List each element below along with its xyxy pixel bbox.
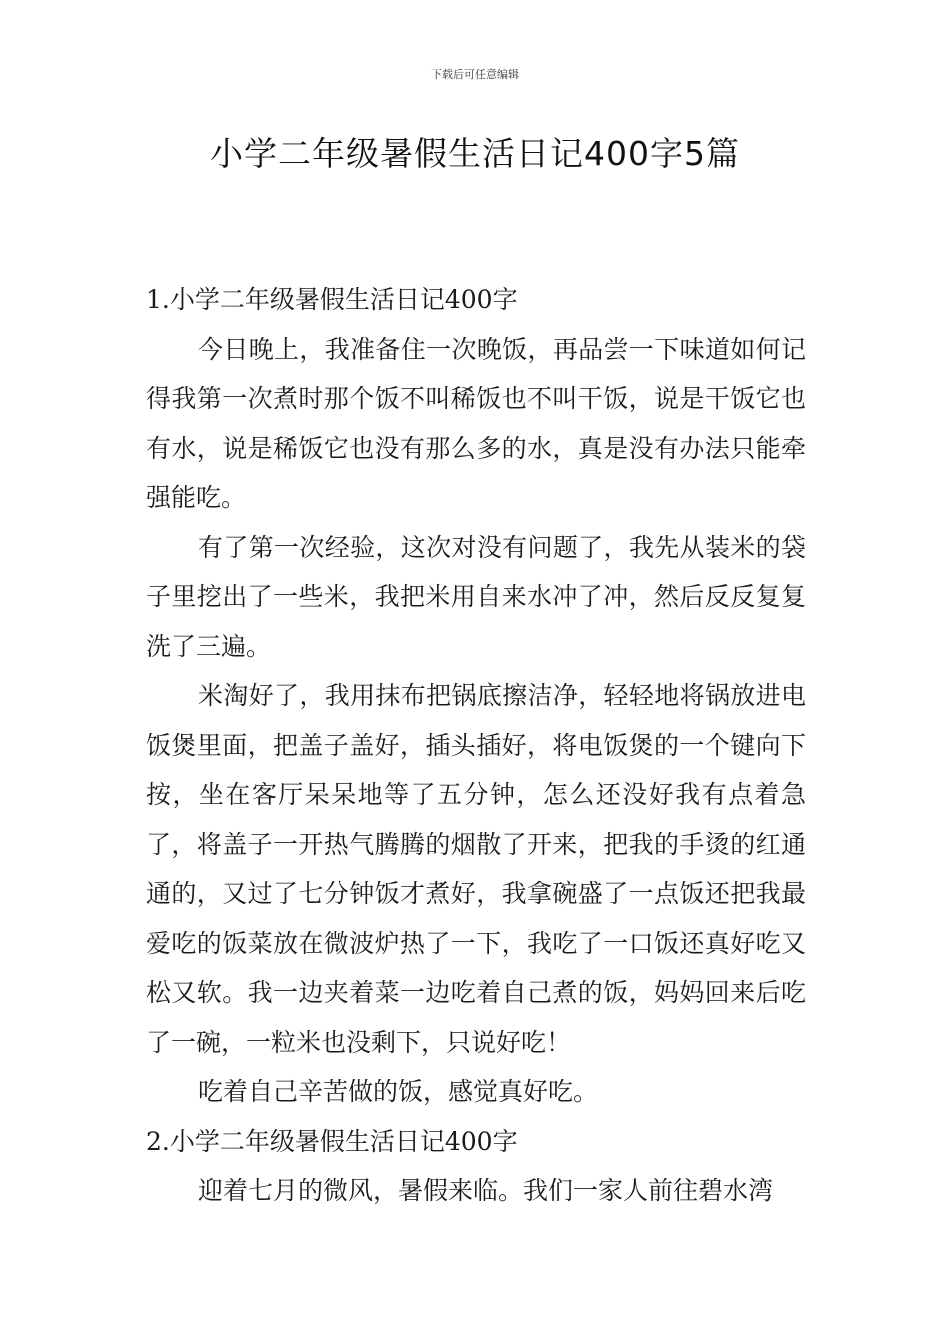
section-heading: 2.小学二年级暑假生活日记400字 [146,1126,518,1156]
paragraph: 有了第一次经验，这次对没有问题了，我先从装米的袋子里挖出了一些米，我把米用自来水冲了冲，然后反反复复洗了三遍。 [146,532,806,661]
diary-section-2 [146,1117,806,1216]
page-title: 小学二年级暑假生活日记400字5篇 [210,134,740,173]
header-note: 下载后可任意编辑 [431,68,519,81]
section-heading: 1.小学二年级暑假生活日记400字 [146,285,518,314]
diary-section-1 [146,275,806,1117]
paragraph: 迎着七月的微风，暑假来临。我们一家人前往碧水湾 [198,1176,774,1205]
document-body [146,275,806,1216]
paragraph: 今日晚上，我准备住一次晚饭，再品尝一下味道如何记得我第一次煮时那个饭不叫稀饭也不叫干饭，说是干饭它也有水，说是稀饭它也没有那么多的水，真是没有办法只能牵强能吃。 [146,334,806,512]
paragraph: 吃着自己辛苦做的饭，感觉真好吃。 [198,1077,599,1106]
paragraph: 米淘好了，我用抹布把锅底擦洁净，轻轻地将锅放进电饭煲里面，把盖子盖好，插头插好，将电饭煲的一个键向下按，坐在客厅呆呆地等了五分钟，怎么还没好我有点着急了，将盖子一开热气腾腾的烟散了开来，把我的手烫的红通通的，又过了七分钟饭才煮好，我拿碗盛了一点饭还把我最爱吃的饭菜放在微波炉热了一下，我吃了一口饭还真好吃又松又软。我一边夹着菜一边吃着自己煮的饭，妈妈回来后吃了一碗，一粒米也没剩下，只说好吃！ [146,681,806,1057]
